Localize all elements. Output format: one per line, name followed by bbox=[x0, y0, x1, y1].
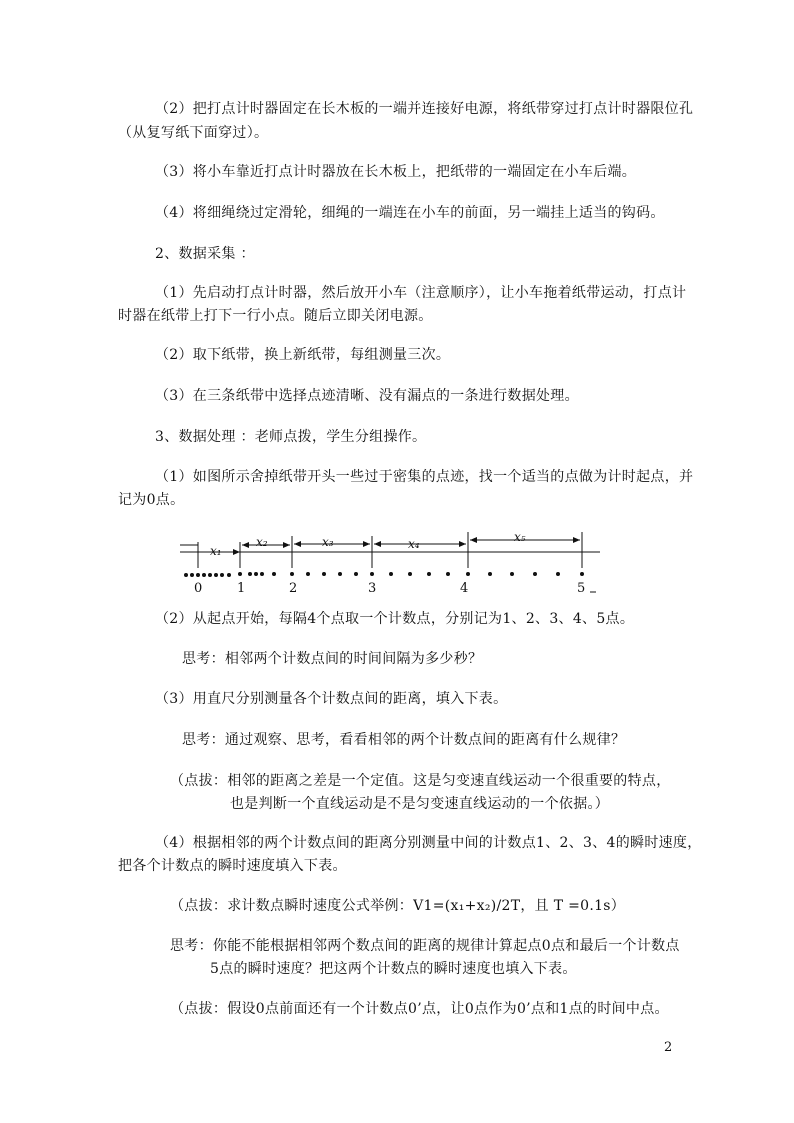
text-line: （3）用直尺分别测量各个计数点间的距离，填入下表。 bbox=[155, 691, 508, 707]
text-line: 记为0点。 bbox=[118, 492, 185, 508]
text-line: （3）在三条纸带中选择点迹清晰、没有漏点的一条进行数据处理。 bbox=[155, 388, 579, 404]
text-line: （1）如图所示舍掉纸带开头一些过于密集的点迹，找一个适当的点做为计时起点，并 bbox=[155, 469, 694, 485]
text-line: （点拔：求计数点瞬时速度公式举例：V1=(x₁+x₂)/2T，且 T =0.1s） bbox=[170, 898, 626, 914]
interval-label: x₃ bbox=[322, 535, 334, 549]
text-line: （3）将小车靠近打点计时器放在长木板上，把纸带的一端固定在小车后端。 bbox=[155, 164, 637, 180]
text-line: （1）先启动打点计时器，然后放开小车（注意顺序），让小车拖着纸带运动，打点计 bbox=[155, 285, 687, 301]
page-number: 2 bbox=[664, 1040, 673, 1055]
text-line: （2）取下纸带，换上新纸带，每组测量三次。 bbox=[155, 347, 451, 363]
text-line: 时器在纸带上打下一行小点。随后立即关闭电源。 bbox=[118, 308, 433, 324]
text-line: （4）根据相邻的两个计数点间的距离分别测量中间的计数点1、2、3、4的瞬时速度， bbox=[155, 835, 702, 851]
section-heading: 3、数据处理 ：老师点拨，学生分组操作。 bbox=[155, 429, 427, 445]
text-line: （2）从起点开始，每隔4个点取一个计数点，分别记为1、2、3、4、5点。 bbox=[155, 611, 635, 627]
point-label: 2 bbox=[289, 581, 298, 596]
text-line: 5点的瞬时速度？把这两个计数点的瞬时速度也填入下表。 bbox=[210, 961, 577, 977]
interval-label: x₄ bbox=[408, 537, 420, 551]
tape-diagram bbox=[180, 532, 602, 598]
text-line: （2）把打点计时器固定在长木板的一端并连接好电源，将纸带穿过打点计时器限位孔 bbox=[155, 101, 694, 117]
point-label: 5 bbox=[577, 581, 586, 596]
text-line: 思考：你能不能根据相邻两个数点间的距离的规律计算起点0点和最后一个计数点 bbox=[170, 938, 680, 954]
text-line: 思考：相邻两个计数点间的时间间隔为多少秒？ bbox=[182, 651, 483, 667]
section-heading: 2、数据采集 ： bbox=[155, 246, 255, 262]
text-line: 也是判断一个直线运动是不是匀变速直线运动的一个依据。） bbox=[230, 796, 610, 812]
text-line: （点拔：假设0点前面还有一个计数点0’点，让0点作为0’点和1点的时间中点。 bbox=[170, 1001, 669, 1017]
interval-label: x₁ bbox=[210, 544, 222, 558]
interval-label: x₂ bbox=[256, 535, 268, 549]
text-line: （从复写纸下面穿过）。 bbox=[118, 125, 269, 141]
point-label: 1 bbox=[237, 581, 246, 596]
point-label: 3 bbox=[368, 581, 377, 596]
text-line: （4）将细绳绕过定滑轮，细绳的一端连在小车的前面，另一端挂上适当的钩码。 bbox=[155, 205, 665, 221]
text-line: 把各个计数点的瞬时速度填入下表。 bbox=[118, 858, 347, 874]
point-label: 4 bbox=[460, 581, 469, 596]
interval-label: x₅ bbox=[514, 532, 526, 544]
text-line: 思考：通过观察、思考，看看相邻的两个计数点间的距离有什么规律？ bbox=[182, 732, 626, 748]
point-label: 0 bbox=[194, 581, 203, 596]
text-line: （点拔：相邻的距离之差是一个定值。这是匀变速直线运动一个很重要的特点， bbox=[170, 773, 671, 789]
